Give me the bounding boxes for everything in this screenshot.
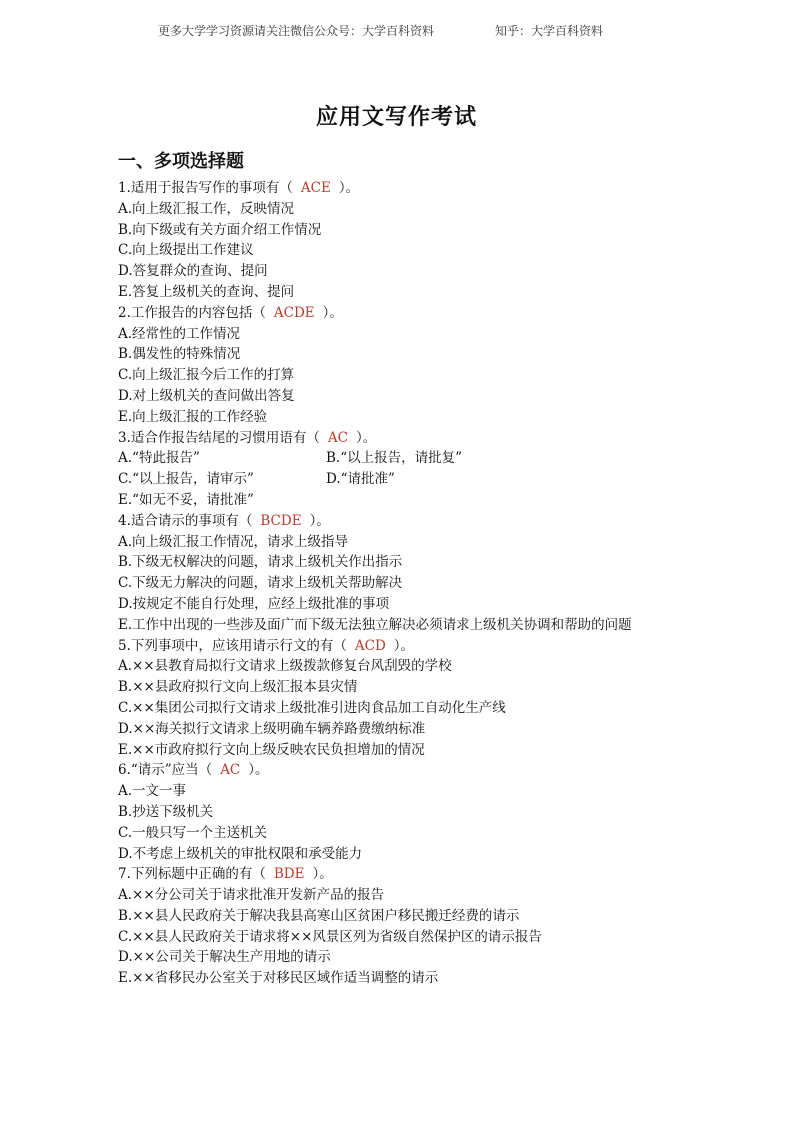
question-2-option-d: D.对上级机关的查问做出答复 bbox=[118, 387, 295, 404]
question-1-stem bbox=[118, 178, 678, 199]
question-6-option-b: B.抄送下级机关 bbox=[118, 803, 214, 820]
question-5-option-e: E.××市政府拟行文向上级反映农民负担增加的情况 bbox=[118, 741, 425, 758]
question-2-text: 2.工作报告的内容包括（ bbox=[118, 304, 266, 321]
question-6-stem bbox=[118, 760, 678, 781]
question-1-option-c: C.向上级提出工作建议 bbox=[118, 242, 254, 259]
question-1-answer: ACE bbox=[300, 180, 331, 196]
question-5-option-a: A.××县教育局拟行文请求上级拨款修复台风刮毁的学校 bbox=[118, 658, 452, 675]
question-6-option-c: C.一般只写一个主送机关 bbox=[118, 824, 268, 841]
section-title: 一、多项选择题 bbox=[118, 151, 244, 172]
question-4-option-b: B.下级无权解决的问题，请求上级机关作出指示 bbox=[118, 554, 403, 571]
question-6-option-d: D.不考虑上级机关的审批权限和承受能力 bbox=[118, 845, 363, 862]
question-1-option-e: E.答复上级机关的查询、提问 bbox=[118, 283, 295, 300]
question-3-stem bbox=[118, 428, 678, 449]
question-7-stem bbox=[118, 864, 678, 885]
question-4-stem bbox=[118, 511, 678, 532]
document-title: 应用文写作考试 bbox=[315, 105, 477, 130]
question-list bbox=[118, 178, 678, 989]
question-3-option-e: E.“如无不妥，请批准” bbox=[118, 491, 254, 508]
question-3-options-row-2 bbox=[118, 469, 678, 490]
question-3-option-c: C.“以上报告，请审示” bbox=[118, 471, 254, 488]
question-7-answer: BDE bbox=[273, 866, 305, 883]
question-7-option-d: D.××公司关于解决生产用地的请示 bbox=[118, 949, 331, 966]
question-1-option-a: A.向上级汇报工作，反映情况 bbox=[118, 200, 295, 217]
question-4-option-a: A.向上级汇报工作情况，请求上级指导 bbox=[118, 533, 349, 550]
question-4-suffix: ）。 bbox=[309, 512, 330, 529]
header-left-text: 更多大学学习资源请关注微信公众号：大学百科资料 bbox=[158, 24, 435, 38]
question-2-stem bbox=[118, 303, 678, 324]
header-right-text: 知乎：大学百科资料 bbox=[495, 24, 604, 38]
question-4-answer: BCDE bbox=[260, 512, 302, 529]
question-4-text: 4.适合请示的事项有（ bbox=[118, 512, 253, 529]
question-6-text: 6.“请示”应当（ bbox=[118, 762, 213, 779]
question-7-option-a: A.××分公司关于请求批准开发新产品的报告 bbox=[118, 887, 385, 904]
question-7-text: 7.下列标题中正确的有（ bbox=[118, 866, 266, 883]
question-2-answer: ACDE bbox=[273, 304, 315, 321]
question-1-text: 1.适用于报告写作的事项有（ bbox=[118, 180, 293, 196]
question-1-option-b: B.向下级或有关方面介绍工作情况 bbox=[118, 221, 322, 238]
question-2-suffix: ）。 bbox=[322, 304, 343, 321]
question-3-option-a: A.“特此报告” bbox=[118, 450, 200, 467]
question-3-answer: AC bbox=[327, 429, 348, 446]
question-7-option-e: E.××省移民办公室关于对移民区域作适当调整的请示 bbox=[118, 970, 439, 987]
question-6-suffix: ）。 bbox=[248, 762, 269, 779]
question-5-answer: ACD bbox=[354, 637, 386, 654]
question-2-option-b: B.偶发性的特殊情况 bbox=[118, 346, 241, 363]
question-6-answer: AC bbox=[220, 762, 241, 779]
question-3-option-b: B.“以上报告，请批复” bbox=[326, 450, 463, 467]
question-3-option-d: D.“请批准” bbox=[326, 471, 395, 488]
question-3-options-row-1 bbox=[118, 448, 678, 469]
question-5-suffix: ）。 bbox=[393, 637, 415, 654]
question-7-suffix: ）。 bbox=[312, 866, 333, 883]
question-1-option-d: D.答复群众的查询、提问 bbox=[118, 263, 268, 280]
question-2-option-a: A.经常性的工作情况 bbox=[118, 325, 241, 342]
question-3-suffix: ）。 bbox=[355, 429, 377, 446]
question-7-option-b: B.××县人民政府关于解决我县高寒山区贫困户移民搬迁经费的请示 bbox=[118, 907, 520, 924]
question-4-option-d: D.按规定不能自行处理，应经上级批准的事项 bbox=[118, 595, 390, 612]
question-2-option-c: C.向上级汇报今后工作的打算 bbox=[118, 367, 295, 384]
question-2-option-e: E.向上级汇报的工作经验 bbox=[118, 408, 268, 425]
question-5-stem bbox=[118, 636, 678, 657]
question-7-option-c: C.××县人民政府关于请求将××风景区列为省级自然保护区的请示报告 bbox=[118, 928, 542, 945]
question-4-option-e: E.工作中出现的一些涉及面广而下级无法独立解决必须请求上级机关协调和帮助的问题 bbox=[118, 616, 632, 633]
question-5-option-d: D.××海关拟行文请求上级明确车辆养路费缴纳标准 bbox=[118, 720, 426, 737]
question-5-option-c: C.××集团公司拟行文请求上级批准引进肉食品加工自动化生产线 bbox=[118, 699, 506, 716]
page-header bbox=[0, 22, 793, 40]
question-1-suffix: ）。 bbox=[338, 180, 360, 196]
question-5-option-b: B.××县政府拟行文向上级汇报本县灾情 bbox=[118, 679, 358, 696]
question-6-option-a: A.一文一事 bbox=[118, 783, 187, 800]
question-4-option-c: C.下级无力解决的问题，请求上级机关帮助解决 bbox=[118, 575, 403, 592]
question-3-text: 3.适合作报告结尾的习惯用语有（ bbox=[118, 429, 320, 446]
question-5-text: 5.下列事项中，应该用请示行文的有（ bbox=[118, 637, 347, 654]
